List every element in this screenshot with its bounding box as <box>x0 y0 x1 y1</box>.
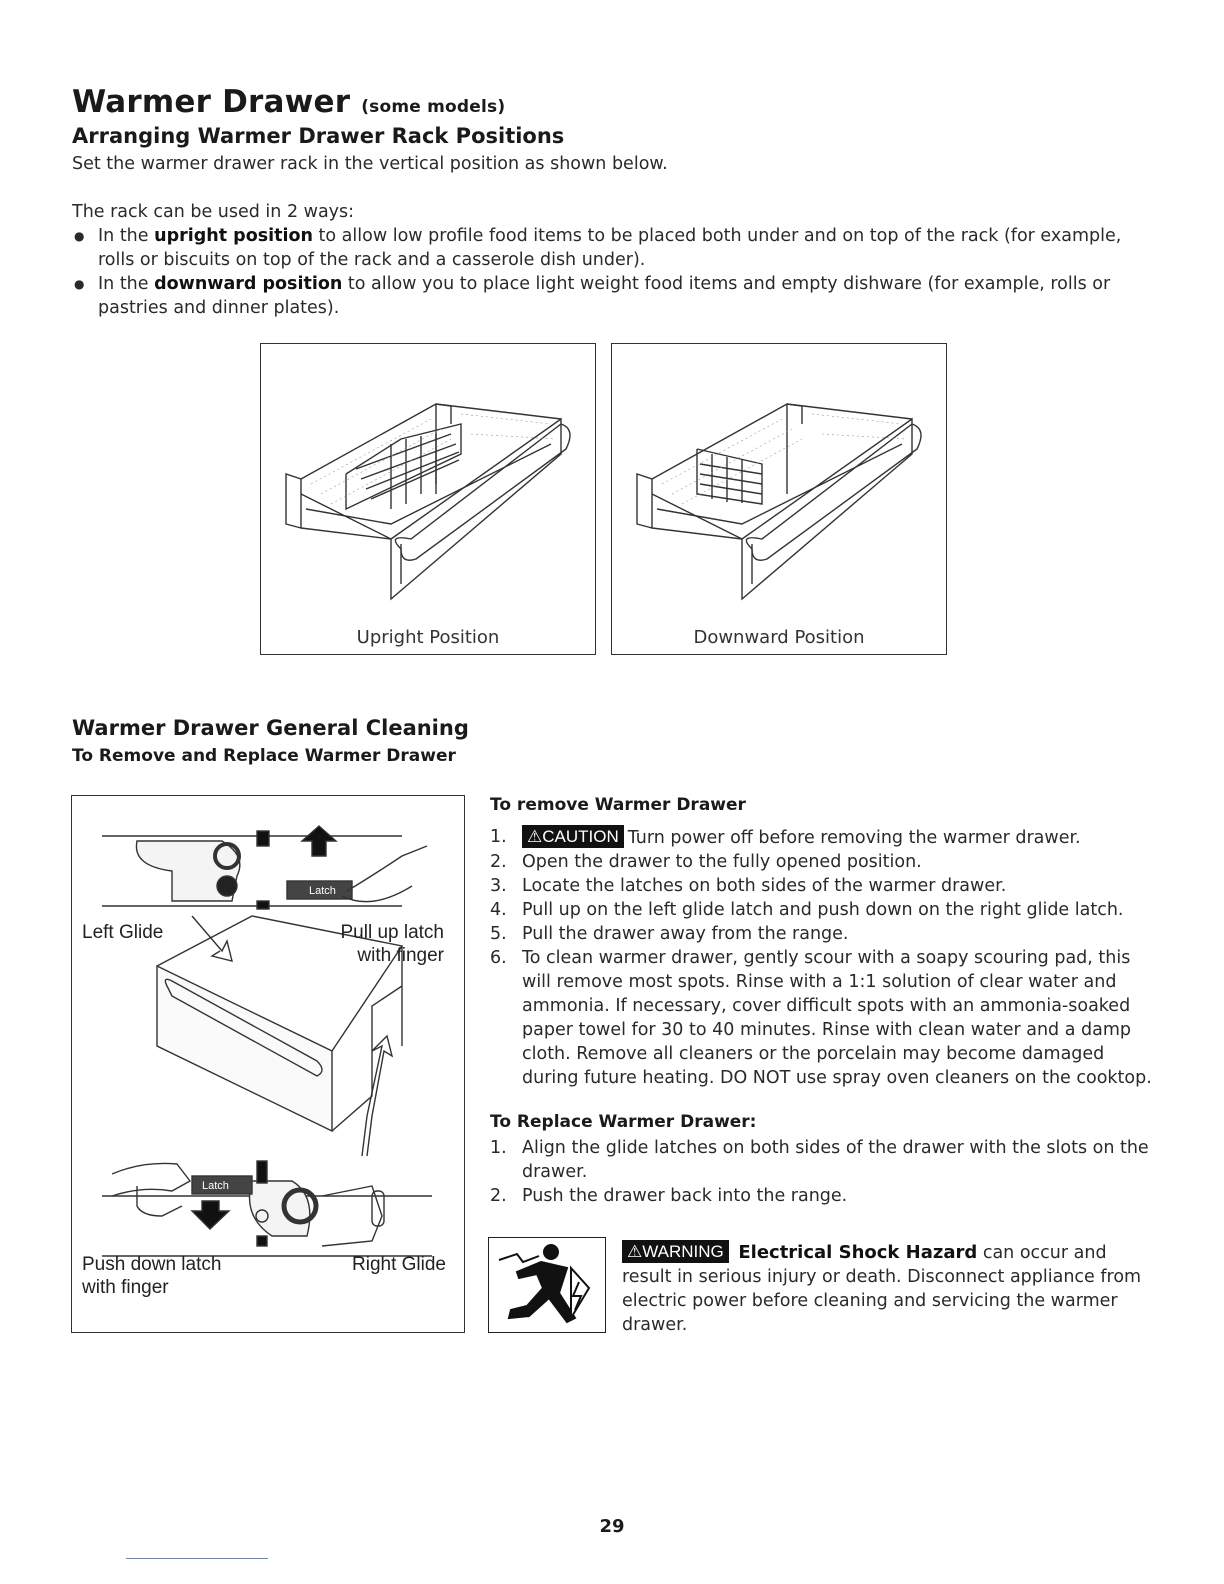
upright-caption: Upright Position <box>356 627 500 648</box>
usage-bullets <box>72 224 1152 320</box>
upright-drawer-illustration <box>261 344 594 614</box>
remove-title: To remove Warmer Drawer <box>490 795 746 815</box>
warning-text: ⚠WARNING Electrical Shock Hazard can occur and result in serious injury or death. Disconnect appliance from electric power before cleaning and servicing the warmer drawer. <box>622 1242 1142 1335</box>
page-number: 29 <box>599 1516 625 1537</box>
bottom-latch-label: Latch <box>202 1180 229 1192</box>
page-title-note: (some models) <box>361 97 506 117</box>
glide-latch-illustration <box>72 796 464 1332</box>
cleaning-subtitle: To Remove and Replace Warmer Drawer <box>72 746 456 766</box>
replace-steps <box>490 1136 1155 1208</box>
remove-step: 5. Pull the drawer away from the range. <box>490 924 849 944</box>
remove-step: 6. To clean warmer drawer, gently scour with a soapy scouring pad, this will remove most spots. Rinse with a 1:1 solution of clear water and ammonia. If necessary, cover difficult spots with an ammonia-soaked paper towel for 30 to 40 minutes. Rinse with clean water and a damp cloth. Remove all cleaners or the porcelain may become damaged during future heating. DO NOT use spray oven cleaners on the cooktop. <box>490 948 1152 1088</box>
push-down-finger-label: with finger <box>82 1277 169 1298</box>
intro-text: Set the warmer drawer rack in the vertical position as shown below. <box>72 154 668 174</box>
upright-position-figure <box>260 343 596 655</box>
top-latch-label: Latch <box>309 885 336 897</box>
section-title: Arranging Warmer Drawer Rack Positions <box>72 124 565 148</box>
page-title-block <box>72 84 505 120</box>
pull-up-finger-label: with finger <box>357 945 444 966</box>
downward-caption: Downward Position <box>693 627 865 648</box>
left-glide-label: Left Glide <box>82 922 164 943</box>
usage-lead: The rack can be used in 2 ways: <box>72 202 355 222</box>
replace-step: 2. Push the drawer back into the range. <box>490 1186 848 1206</box>
bullet-upright: ● In the upright position to allow low profile food items to be placed both under and on top of the rack (for example, rolls or biscuits on top of the rack and a casserole dish under). <box>72 224 1152 272</box>
caution-badge: ⚠CAUTION <box>522 825 624 848</box>
remove-step: 3. Locate the latches on both sides of the warmer drawer. <box>490 876 1007 896</box>
downward-position-figure <box>611 343 947 655</box>
shock-hazard-icon-box <box>488 1237 606 1333</box>
glide-latch-figure <box>71 795 465 1333</box>
replace-step: 1. Align the glide latches on both sides of the drawer with the slots on the drawer. <box>490 1138 1149 1182</box>
push-down-label: Push down latch <box>82 1254 222 1275</box>
replace-title: To Replace Warmer Drawer: <box>490 1112 757 1132</box>
warning-badge: ⚠WARNING <box>622 1240 729 1263</box>
page-title <box>72 84 505 120</box>
remove-step: 4. Pull up on the left glide latch and push down on the right glide latch. <box>490 900 1124 920</box>
remove-step: 1. ⚠CAUTION Turn power off before removing the warmer drawer. <box>490 827 1081 848</box>
footer-rule <box>126 1558 268 1559</box>
remove-steps <box>490 825 1155 1090</box>
right-glide-label: Right Glide <box>352 1254 446 1275</box>
electric-shock-icon <box>489 1238 604 1331</box>
bullet-downward: ● In the downward position to allow you to place light weight food items and empty dishware (for example, rolls or pastries and dinner plates). <box>72 272 1152 320</box>
downward-drawer-illustration <box>612 344 945 614</box>
cleaning-title: Warmer Drawer General Cleaning <box>72 716 469 740</box>
hazard-label: Electrical Shock Hazard <box>738 1242 978 1263</box>
remove-step: 2. Open the drawer to the fully opened position. <box>490 852 922 872</box>
page-title-text: Warmer Drawer <box>72 84 351 120</box>
pull-up-label: Pull up latch <box>340 922 444 943</box>
